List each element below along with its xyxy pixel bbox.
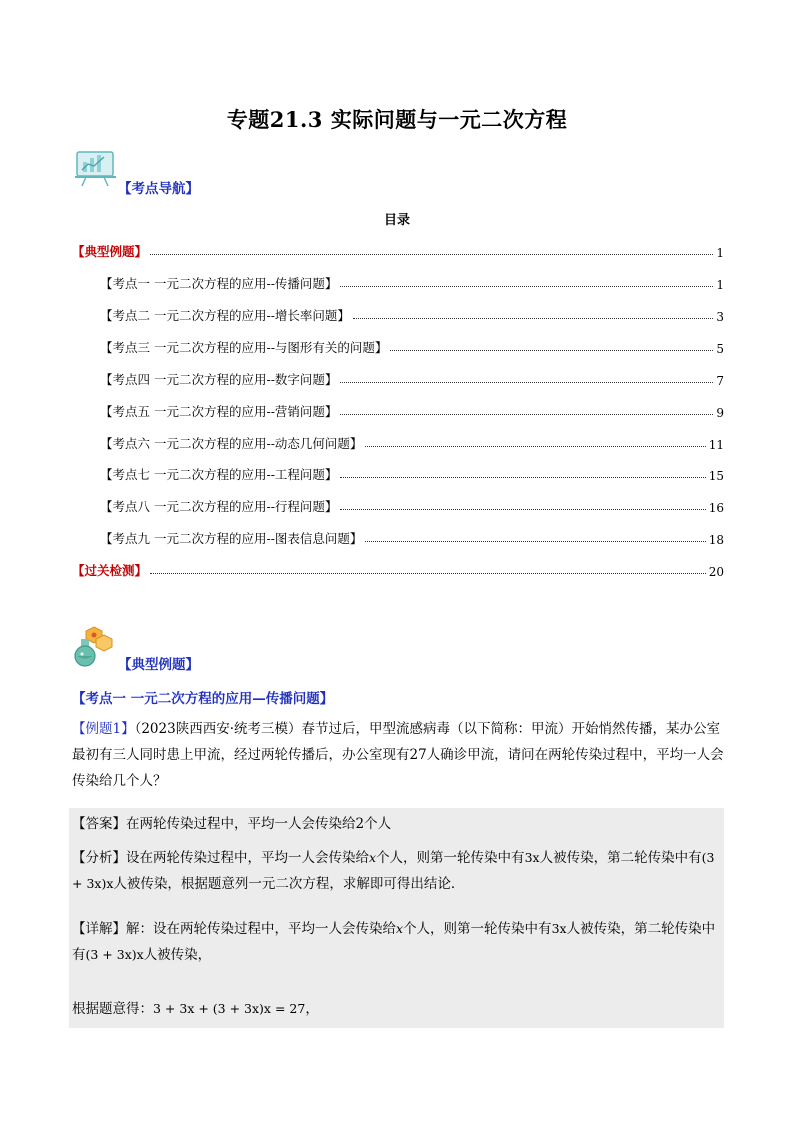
page-title: 专题21.3 实际问题与一元二次方程 <box>226 107 568 132</box>
toc-leader-dots <box>340 286 713 287</box>
toc-entry-page: 9 <box>716 406 724 420</box>
toc-entry[interactable] <box>100 400 724 420</box>
toc-entry-page: 11 <box>708 438 724 452</box>
toc-entry-page: 1 <box>716 278 724 292</box>
detail-text: 人被传染， <box>143 947 212 963</box>
toc-entry[interactable] <box>100 432 724 452</box>
equation-line <box>72 996 722 1022</box>
equation-prefix: 根据题意得： <box>72 1001 153 1017</box>
example-text: （2023陕西西安·统考三模）春节过后，甲型流感病毒（以下简称：甲流）开始悄然传播，某办公室最初有三人同时患上甲流，经过两轮传播后，办公室现有27人确诊甲流，请问在两轮传染过程中，平均一人会传染给几个人？ <box>72 721 724 789</box>
toc-leader-dots <box>340 382 713 383</box>
toc-entry-page: 16 <box>708 501 724 515</box>
equation-suffix: ， <box>305 1001 319 1017</box>
toc-entry-label: 【考点六 一元二次方程的应用--动态几何问题】 <box>100 436 363 451</box>
toc-title: 目录 <box>383 213 410 228</box>
toc-entry-page: 20 <box>708 565 724 579</box>
example-tag: 【例题1】 <box>72 721 135 737</box>
toc-leader-dots <box>353 318 713 319</box>
toc-entry-label: 【考点三 一元二次方程的应用--与图形有关的问题】 <box>100 340 388 355</box>
toc-entry-label: 【考点四 一元二次方程的应用--数字问题】 <box>100 372 338 387</box>
toc-entry[interactable] <box>100 463 724 483</box>
math-expr-3x: 3x <box>551 921 567 936</box>
presentation-board-icon <box>74 148 120 192</box>
toc-leader-dots <box>390 350 713 351</box>
toc-entry-page: 15 <box>708 469 724 483</box>
toc-entry-page: 5 <box>716 342 724 356</box>
toc-entry-label: 【过关检测】 <box>72 563 148 578</box>
toc-entry[interactable] <box>100 527 724 547</box>
kaodian-1-heading: 【考点一 一元二次方程的应用—传播问题】 <box>72 691 334 707</box>
answer-text: 在两轮传染过程中，平均一人会传染给2个人 <box>126 816 392 832</box>
math-expr-3-plus-3x-times-x: (3 + 3x)x <box>72 850 715 891</box>
answer-paragraph <box>72 811 722 837</box>
examples-heading: 【典型例题】 <box>118 657 199 673</box>
toc-entry-page: 7 <box>716 374 724 388</box>
toc-entry[interactable] <box>100 368 724 388</box>
example-1-problem <box>72 716 724 794</box>
toc-entry[interactable] <box>100 272 724 292</box>
analysis-paragraph <box>72 845 722 897</box>
detail-tag: 【详解】 <box>72 921 126 937</box>
math-expr-3-plus-3x-times-x: (3 + 3x)x <box>85 947 144 962</box>
analysis-text: 人被传染，根据题意列一元二次方程，求解即可得出结论． <box>113 876 465 892</box>
toc-leader-dots <box>340 414 713 415</box>
analysis-text: 人被传染，第二轮传染中有 <box>539 850 702 866</box>
toc-entry-label: 【考点一 一元二次方程的应用--传播问题】 <box>100 276 338 291</box>
analysis-text: 个人，则第一轮传染中有 <box>376 850 525 866</box>
toc-entry[interactable] <box>72 559 724 579</box>
toc-entry-page: 1 <box>716 246 724 260</box>
toc-leader-dots <box>340 509 705 510</box>
toc-entry[interactable] <box>72 240 724 260</box>
analysis-text: 设在两轮传染过程中，平均一人会传染给 <box>126 850 369 866</box>
math-var-x: x <box>369 850 377 865</box>
toc-leader-dots <box>365 541 705 542</box>
answer-tag: 【答案】 <box>72 816 126 832</box>
analysis-tag: 【分析】 <box>72 850 126 866</box>
math-expr-3x: 3x <box>524 850 540 865</box>
toc-entry-label: 【典型例题】 <box>72 244 148 259</box>
nav-heading: 【考点导航】 <box>118 181 199 197</box>
toc-entry-label: 【考点八 一元二次方程的应用--行程问题】 <box>100 499 338 514</box>
chemistry-flask-icon <box>72 625 116 671</box>
toc-entry-page: 18 <box>708 533 724 547</box>
toc-leader-dots <box>365 446 705 447</box>
toc-leader-dots <box>150 254 713 255</box>
toc-entry-page: 3 <box>716 310 724 324</box>
toc-entry[interactable] <box>100 495 724 515</box>
math-var-x: x <box>396 921 404 936</box>
toc-entry-label: 【考点二 一元二次方程的应用--增长率问题】 <box>100 308 350 323</box>
toc-entry[interactable] <box>100 304 724 324</box>
detail-text: 个人，则第一轮传染中有 <box>403 921 552 937</box>
detail-text: 解：设在两轮传染过程中，平均一人会传染给 <box>126 921 396 937</box>
detail-text: 人被传染，第二轮传染中有 <box>72 921 716 963</box>
toc-entry-label: 【考点九 一元二次方程的应用--图表信息问题】 <box>100 531 363 546</box>
detail-paragraph <box>72 916 722 968</box>
equation-formula: 3 + 3x + (3 + 3x)x = 27 <box>153 1001 306 1016</box>
toc-leader-dots <box>150 573 706 574</box>
toc-entry[interactable] <box>100 336 724 356</box>
toc-leader-dots <box>340 477 705 478</box>
toc-entry-label: 【考点七 一元二次方程的应用--工程问题】 <box>100 467 338 482</box>
toc-entry-label: 【考点五 一元二次方程的应用--营销问题】 <box>100 404 338 419</box>
